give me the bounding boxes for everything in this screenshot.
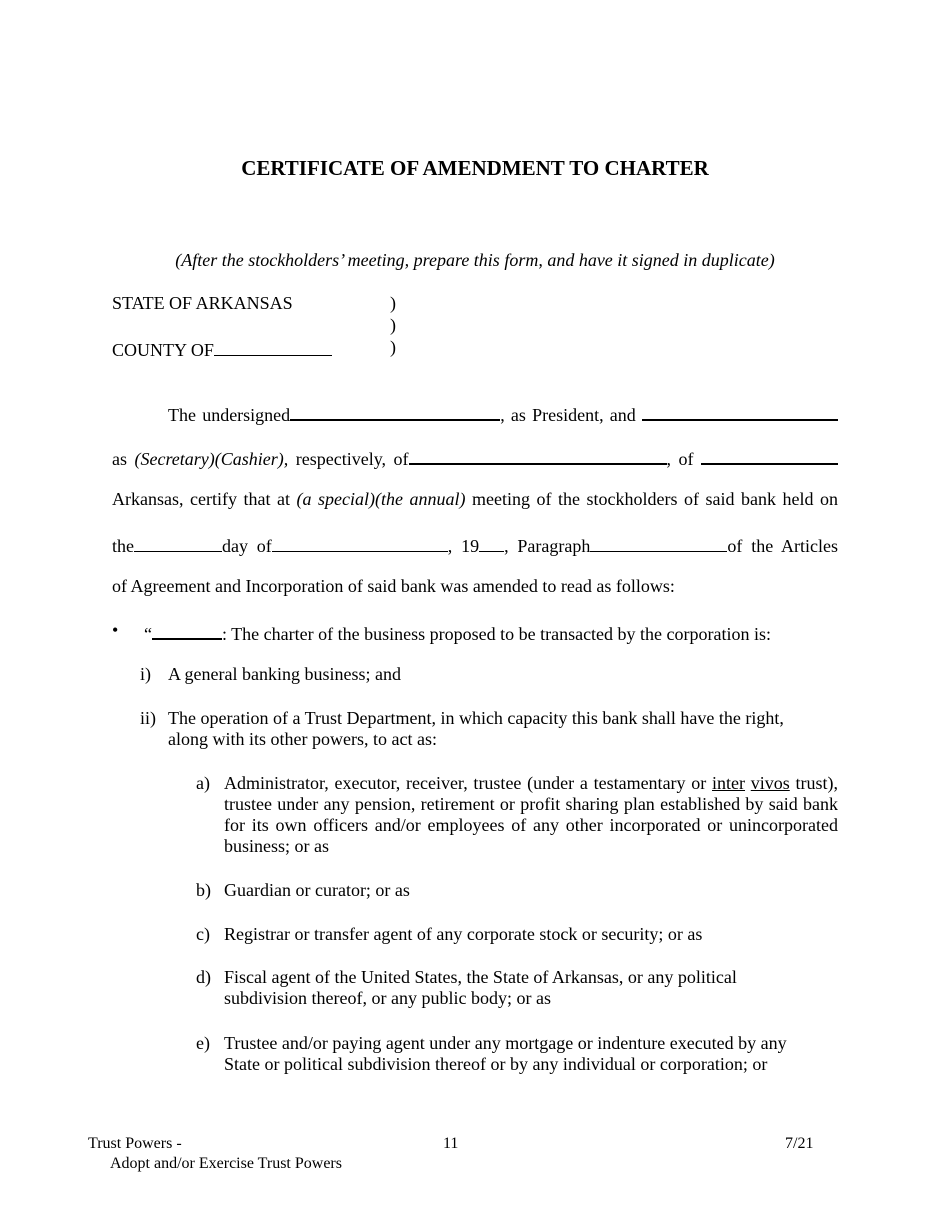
roman-item-ii: The operation of a Trust Department, in which capacity this bank shall have the right, along with its other powers, to act as: [168,708,784,749]
body-text: as [112,449,127,469]
alpha-item-b: Guardian or curator; or as [224,880,410,900]
venue-county-label: COUNTY OF [112,340,214,360]
alpha-item-a [224,773,838,857]
alpha-marker-d: d) [196,967,211,987]
body-line-3 [112,489,838,510]
roman-marker-ii: ii) [140,708,156,728]
body-line-5: of Agreement and Incorporation of said bank was amended to read as follows: [112,576,675,596]
roman-item-i: A general banking business; and [168,664,401,684]
body-text: The undersigned [168,405,291,425]
open-quote: “ [144,624,152,644]
body-text: Arkansas, certify that at [112,489,290,509]
venue-paren-1: ) [390,293,396,313]
bullet-symbol: • [112,620,119,640]
secretary-name-blank[interactable] [642,401,838,421]
item-a-text: trust), trustee under any pension, retirement or profit sharing plan established by said bank for its own officers and/or employees of any other incorporated or unincorporated business; or as [224,773,838,856]
day-blank[interactable] [134,533,222,552]
body-text: the [112,536,134,556]
body-text: respectively, of [295,449,409,469]
month-blank[interactable] [272,533,448,552]
page-number: 11 [443,1135,459,1152]
city-blank[interactable] [701,445,838,465]
footer-left-line-2: Adopt and/or Exercise Trust Powers [110,1155,342,1172]
item-a-underlined: inter [712,773,746,793]
alpha-marker-e: e) [196,1033,210,1053]
body-line-1 [168,401,838,426]
body-line-4 [112,533,838,557]
body-text: meeting of the stockholders of said bank held on [472,489,839,509]
bullet-body: : The charter of the business proposed to be transacted by the corporation is: [222,624,772,644]
alpha-item-c: Registrar or transfer agent of any corporate stock or security; or as [224,924,703,944]
item-a-underlined: vivos [750,773,790,793]
county-blank[interactable] [214,337,332,356]
venue-paren-2: ) [390,315,396,335]
document-title: CERTIFICATE OF AMENDMENT TO CHARTER [241,156,709,180]
instruction-text: (After the stockholders’ meeting, prepare this form, and have it signed in duplicate) [175,250,775,270]
body-text: , as President, and [500,405,636,425]
body-line-2 [112,445,838,470]
body-text: , of [666,449,694,469]
footer-left-line-1: Trust Powers - [88,1135,182,1152]
alpha-marker-a: a) [196,773,210,793]
footer-date: 7/21 [785,1135,814,1152]
alpha-item-d: Fiscal agent of the United States, the State of Arkansas, or any political subdivision thereof, or any public body; or as [224,967,737,1008]
body-text: , Paragraph [504,536,591,556]
roman-marker-i: i) [140,664,151,684]
year-blank[interactable] [479,533,504,552]
venue-state: STATE OF ARKANSAS [112,293,293,313]
alpha-item-e: Trustee and/or paying agent under any mortgage or indenture executed by any State or political subdivision thereof or by any individual or corporation; or [224,1033,787,1074]
venue-county [112,337,332,361]
body-text-italic: (a special)(the annual) [296,489,466,509]
venue-paren-3: ) [390,337,396,357]
alpha-marker-b: b) [196,880,211,900]
president-name-blank[interactable] [290,401,500,421]
body-text: , 19 [447,536,480,556]
body-text: of the Articles [727,536,838,556]
paragraph-blank[interactable] [590,533,727,552]
paragraph-number-blank[interactable] [152,620,222,640]
bank-name-blank[interactable] [409,445,667,465]
body-text-italic: (Secretary)(Cashier), [134,449,289,469]
alpha-marker-c: c) [196,924,210,944]
item-a-text: Administrator, executor, receiver, trustee (under a testamentary or [224,773,707,793]
bullet-text [144,620,771,645]
body-text: day of [222,536,272,556]
